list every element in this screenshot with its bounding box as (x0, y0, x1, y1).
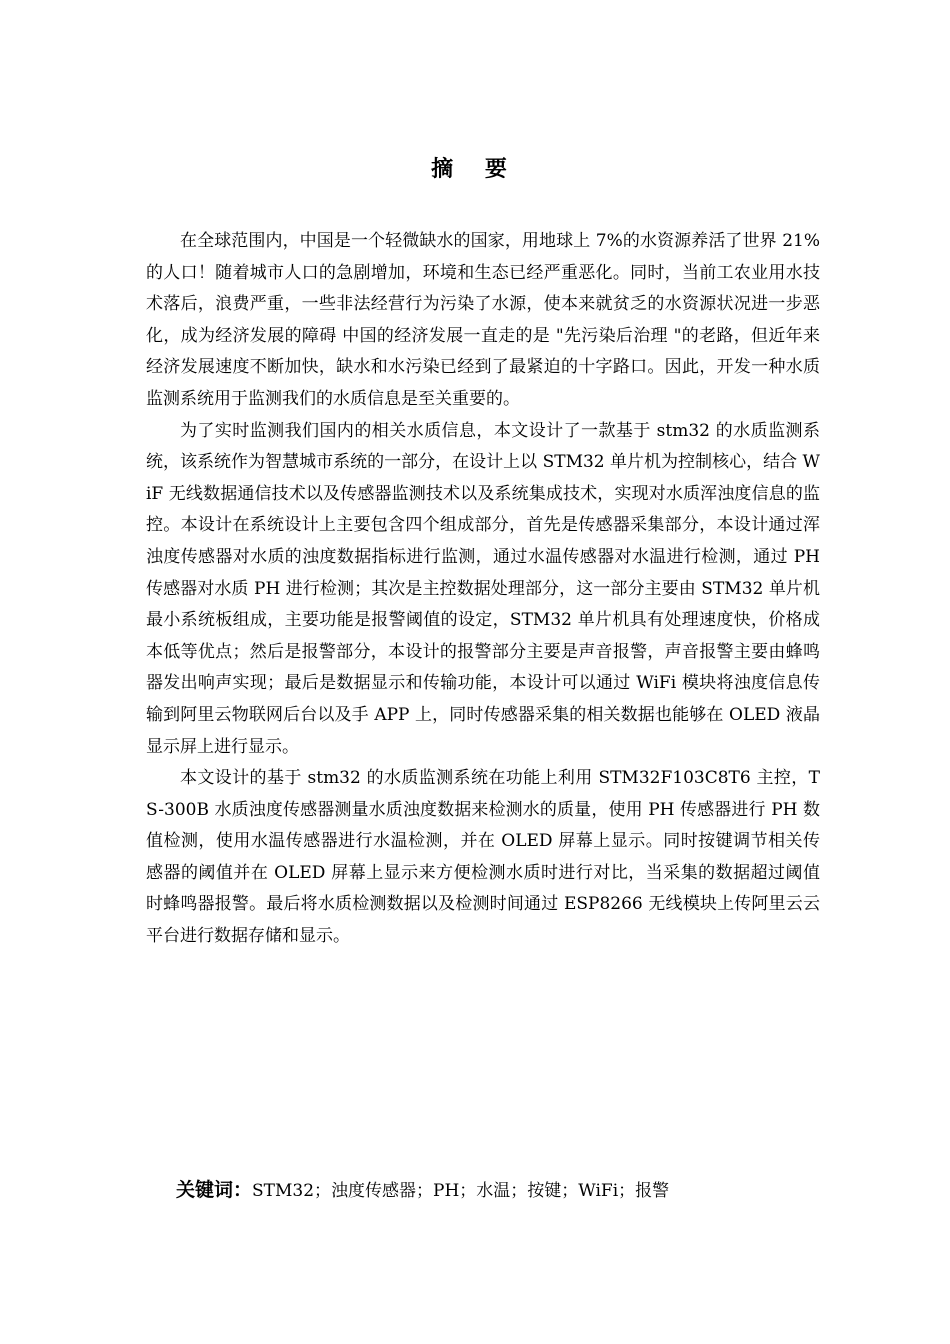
abstract-paragraph-2: 为了实时监测我们国内的相关水质信息，本文设计了一款基于 stm32 的水质监测系统，该系统作为智慧城市系统的一部分，在设计上以 STM32 单片机为控制核心，结合 WiF 无线数据通信技术以及传感器监测技术以及系统集成技术，实现对水质浑浊度信息的监控。本设计在系统设计上主要包含四个组成部分，首先是传感器采集部分，本设计通过浑浊度传感器对水质的浊度数据指标进行监测，通过水温传感器对水温进行检测，通过 PH 传感器对水质 PH 进行检测；其次是主控数据处理部分，这一部分主要由 STM32 单片机最小系统板组成，主要功能是报警阈值的设定，STM32 单片机具有处理速度快，价格成本低等优点；然后是报警部分，本设计的报警部分主要是声音报警，声音报警主要由蜂鸣器发出响声实现；最后是数据显示和传输功能，本设计可以通过 WiFi 模块将浊度信息传输到阿里云物联网后台以及手 APP 上，同时传感器采集的相关数据也能够在 OLED 液晶显示屏上进行显示。 (146, 420, 820, 757)
keywords-value: STM32；浊度传感器；PH；水温；按键；WiFi；报警 (252, 1181, 670, 1201)
page-title: 摘 要 (431, 157, 519, 182)
abstract-paragraph-3: 本文设计的基于 stm32 的水质监测系统在功能上利用 STM32F103C8T6 主控，TS-300B 水质浊度传感器测量水质浊度数据来检测水的质量，使用 PH 传感器进行 PH 数值检测，使用水温传感器进行水温检测，并在 OLED 屏幕上显示。同时按键调节相关传感器的阈值并在 OLED 屏幕上显示来方便检测水质时进行对比，当采集的数据超过阈值时蜂鸣器报警。最后将水质检测数据以及检测时间通过 ESP8266 无线模块上传阿里云云平台进行数据存储和显示。 (146, 768, 820, 947)
abstract-body (146, 226, 820, 953)
abstract-paragraph-1: 在全球范围内，中国是一个轻微缺水的国家，用地球上 7%的水资源养活了世界 21%的人口！随着城市人口的急剧增加，环境和生态已经严重恶化。同时，当前工农业用水技术落后，浪费严重，一些非法经营行为污染了水源，使本来就贫乏的水资源状况进一步恶化，成为经济发展的障碍 中国的经济发展一直走的是 "先污染后治理 "的老路，但近年来经济发展速度不断加快，缺水和水污染已经到了最紧迫的十字路口。因此，开发一种水质监测系统用于监测我们的水质信息是至关重要的。 (146, 231, 820, 409)
keywords-label: 关键词： (176, 1179, 253, 1201)
keywords-line (176, 1175, 816, 1202)
